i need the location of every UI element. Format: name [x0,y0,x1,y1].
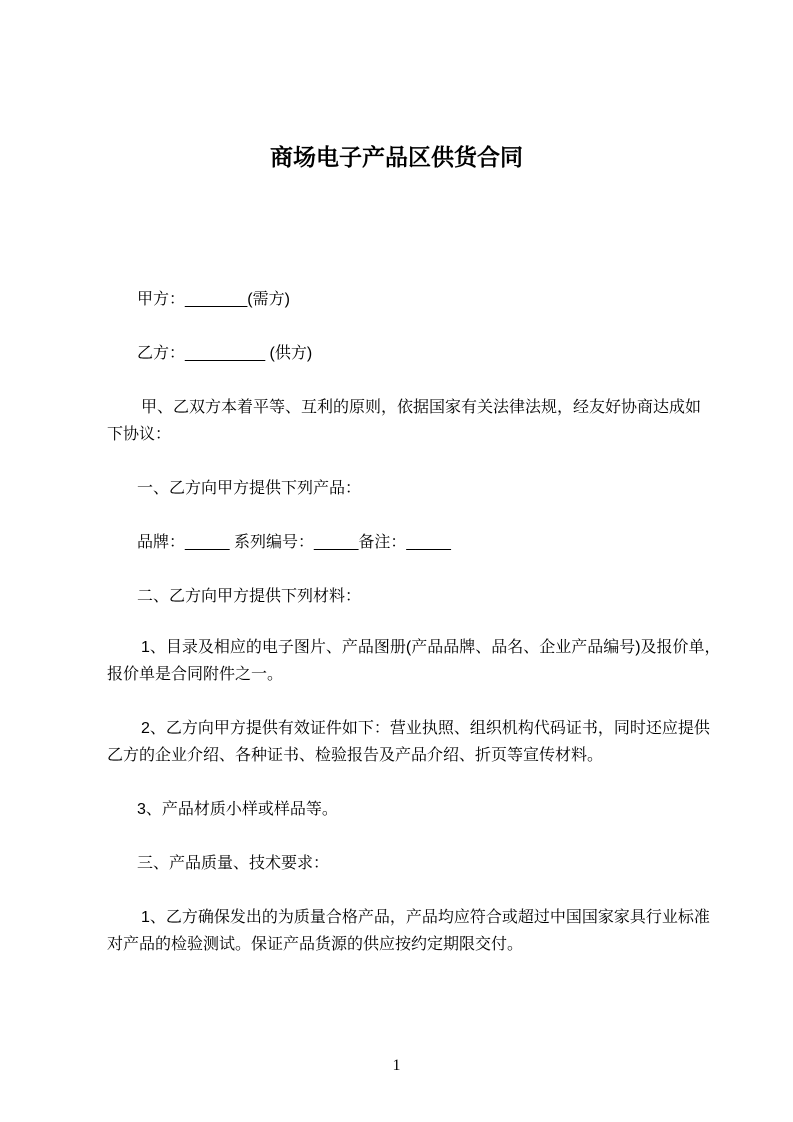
list-item-line: 对产品的检验测试。保证产品货源的供应按约定期限交付。 [107,936,524,953]
list-item-line: 2、乙方向甲方提供有效证件如下：营业执照、组织机构代码证书，同时还应提供 [141,720,710,737]
section-heading: 一、乙方向甲方提供下列产品： [137,480,362,497]
preamble-line: 下协议： [107,426,172,443]
document-title: 商场电子产品区供货合同 [270,144,523,170]
party-a-line: 甲方：_______(需方) [137,291,290,308]
product-fields-line: 品牌：_____ 系列编号：_____备注：_____ [137,534,451,551]
list-item-line: 乙方的企业介绍、各种证书、检验报告及产品介绍、折页等宣传材料。 [107,747,604,764]
page-number: 1 [392,1057,401,1074]
list-item-line: 1、乙方确保发出的为质量合格产品，产品均应符合或超过中国国家家具行业标准 [141,909,710,926]
list-item-line: 1、目录及相应的电子图片、产品图册(产品品牌、品名、企业产品编号)及报价单， [141,639,721,656]
section-heading: 三、产品质量、技术要求： [137,855,330,872]
list-item-line: 3、产品材质小样或样品等。 [137,801,338,818]
preamble-line: 甲、乙双方本着平等、互利的原则，依据国家有关法律法规，经友好协商达成如 [141,399,702,416]
list-item-line: 报价单是合同附件之一。 [107,666,284,683]
section-heading: 二、乙方向甲方提供下列材料： [137,588,362,605]
party-b-line: 乙方：_________ (供方) [137,345,313,362]
